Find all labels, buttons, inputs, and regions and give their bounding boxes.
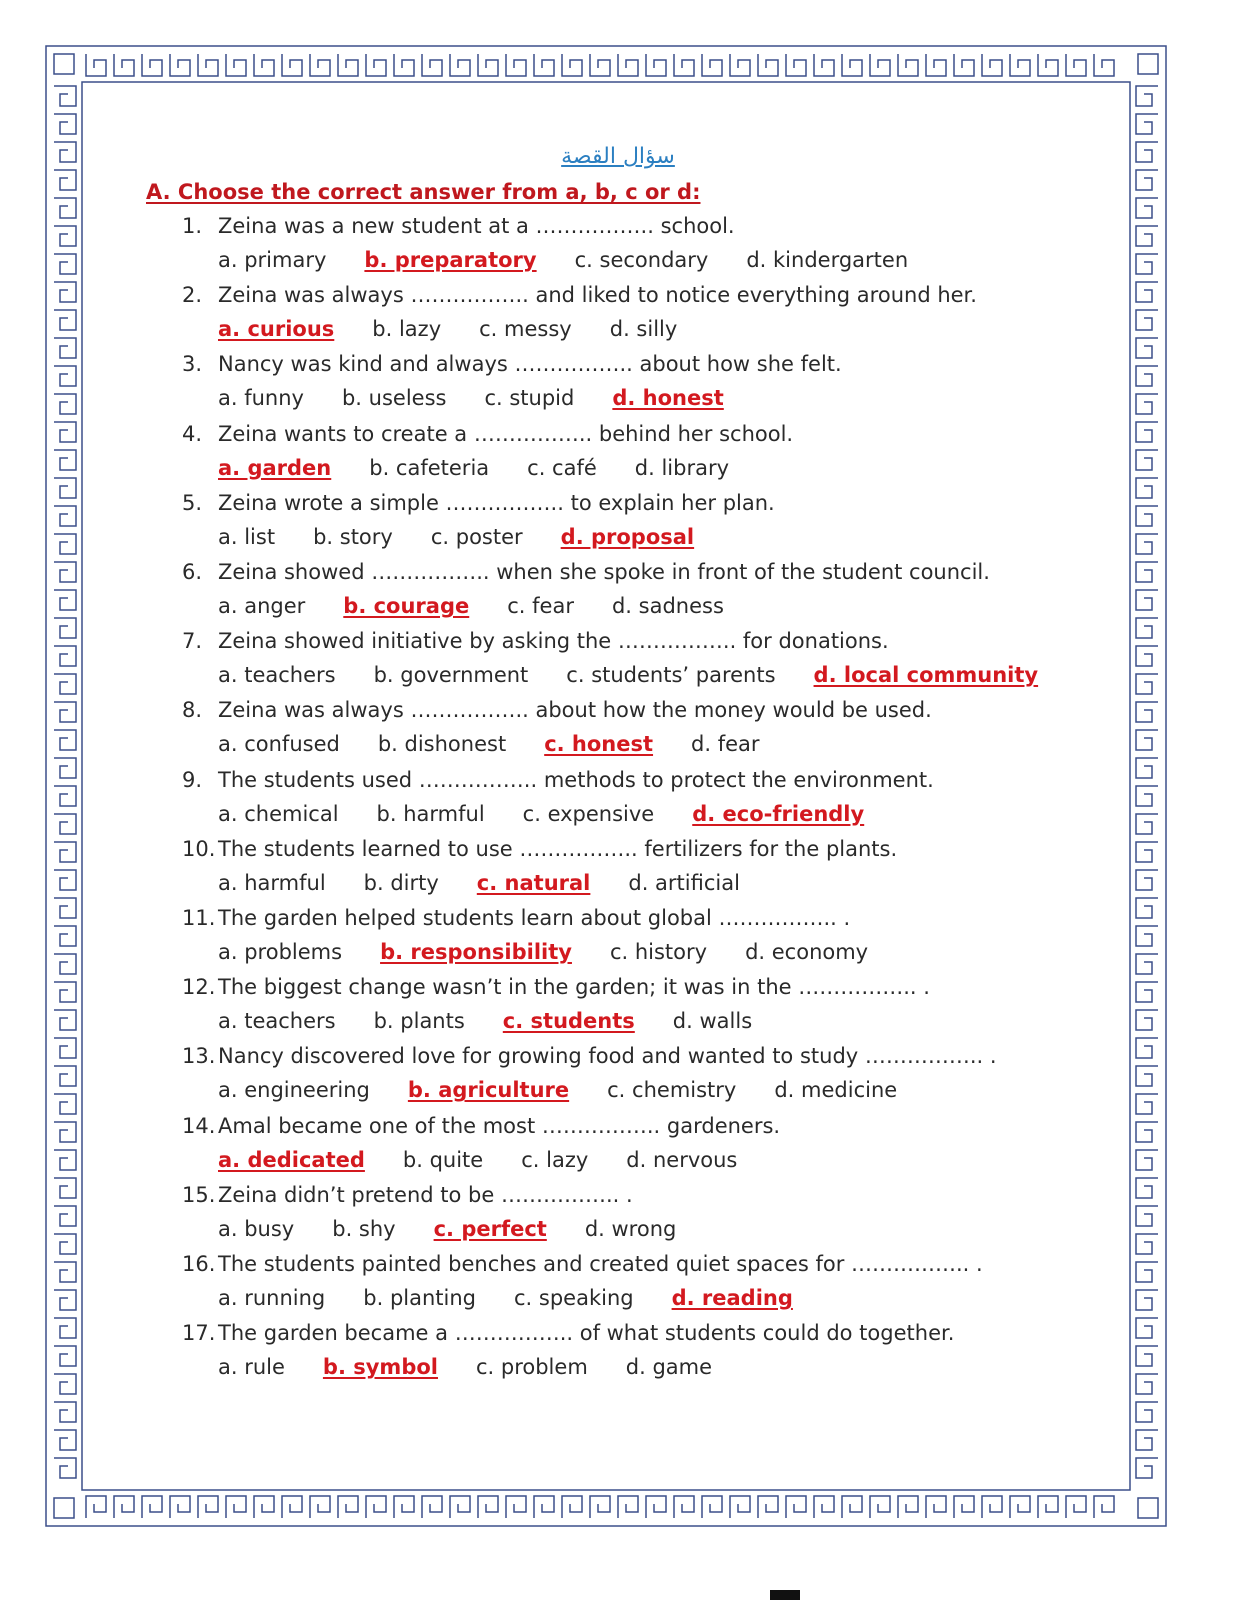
question-stem: The students painted benches and created quiet spaces for …………….. . xyxy=(218,1252,983,1276)
question-number: 4. xyxy=(182,421,203,446)
answer-option: a. engineering xyxy=(218,1078,370,1103)
answer-option: d. nervous xyxy=(626,1147,738,1172)
answer-option: a. confused xyxy=(218,732,340,757)
answer-option: d. game xyxy=(625,1355,713,1380)
answer-option: a. busy xyxy=(218,1216,295,1241)
correct-answer-option: b. courage xyxy=(343,594,470,618)
question-stem: The students used …………….. methods to protect the environment. xyxy=(218,767,934,792)
answer-option: d. library xyxy=(634,455,730,480)
question-number: 17. xyxy=(182,1321,216,1346)
answer-option: d. silly xyxy=(609,317,678,342)
answer-options xyxy=(218,1148,775,1172)
correct-answer-option: c. honest xyxy=(544,732,654,757)
answer-options xyxy=(218,1078,935,1102)
answer-option: b. quite xyxy=(402,1147,484,1172)
answer-options xyxy=(218,940,906,964)
answer-option: c. fear xyxy=(507,594,574,618)
correct-answer-option: d. eco-friendly xyxy=(692,801,865,826)
answer-option: d. artificial xyxy=(628,870,740,895)
question-stem: Zeina was a new student at a …………….. school. xyxy=(218,214,735,238)
answer-option: c. secondary xyxy=(574,248,709,272)
correct-answer-option: a. curious xyxy=(218,317,335,342)
answer-options xyxy=(218,1217,714,1241)
answer-option: c. café xyxy=(527,455,597,480)
answer-options xyxy=(218,1355,750,1379)
question-stem: The garden became a …………….. of what students could do together. xyxy=(218,1321,955,1346)
question-number: 15. xyxy=(182,1182,216,1207)
answer-option: b. dirty xyxy=(363,870,439,895)
question-stem: Zeina didn’t pretend to be …………….. . xyxy=(218,1182,633,1207)
question-number: 6. xyxy=(182,560,203,584)
answer-option: b. useless xyxy=(341,386,447,411)
correct-answer-option: c. natural xyxy=(476,870,591,895)
answer-options xyxy=(218,317,715,341)
answer-option: a. teachers xyxy=(218,663,336,688)
scan-mark xyxy=(770,1590,800,1600)
correct-answer-option: b. preparatory xyxy=(364,248,537,272)
question-stem: Zeina showed …………….. when she spoke in front of the student council. xyxy=(218,560,990,584)
question-number: 11. xyxy=(182,906,216,930)
question-stem: Zeina wants to create a …………….. behind her school. xyxy=(218,421,794,446)
question-number: 3. xyxy=(182,352,203,377)
correct-answer-option: b. symbol xyxy=(322,1355,438,1380)
question-stem: The garden helped students learn about global …………….. . xyxy=(218,906,851,930)
answer-option: c. students’ parents xyxy=(566,663,776,688)
correct-answer-option: a. dedicated xyxy=(218,1147,365,1172)
answer-option: d. economy xyxy=(745,940,869,964)
answer-option: b. shy xyxy=(332,1216,396,1241)
answer-option: d. kindergarten xyxy=(746,248,909,272)
answer-option: d. sadness xyxy=(611,594,724,618)
answer-option: c. history xyxy=(609,940,708,964)
correct-answer-option: c. students xyxy=(502,1009,635,1034)
correct-answer-option: a. garden xyxy=(218,455,332,480)
question-stem: Zeina showed initiative by asking the …………….. for donations. xyxy=(218,629,889,654)
question-number: 2. xyxy=(182,283,203,308)
answer-option: b. lazy xyxy=(372,317,442,342)
answer-option: a. teachers xyxy=(218,1009,336,1034)
question-number: 13. xyxy=(182,1044,216,1069)
question-number: 5. xyxy=(182,490,203,515)
answer-option: a. harmful xyxy=(218,870,326,895)
answer-option: b. harmful xyxy=(376,801,485,826)
question-number: 12. xyxy=(182,975,216,1000)
answer-options xyxy=(218,663,1076,687)
question-stem: Nancy discovered love for growing food and wanted to study …………….. . xyxy=(218,1044,997,1069)
answer-option: d. walls xyxy=(672,1009,753,1034)
answer-option: c. poster xyxy=(430,524,523,549)
correct-answer-option: c. perfect xyxy=(433,1216,547,1241)
answer-option: a. anger xyxy=(218,594,306,618)
answer-options xyxy=(218,732,798,756)
correct-answer-option: b. agriculture xyxy=(407,1078,570,1103)
answer-options xyxy=(218,1286,831,1310)
correct-answer-option: d. reading xyxy=(671,1286,793,1310)
answer-options xyxy=(218,1009,790,1033)
question-number: 14. xyxy=(182,1113,216,1138)
answer-option: b. cafeteria xyxy=(369,455,490,480)
correct-answer-option: b. responsibility xyxy=(380,940,572,964)
answer-option: b. planting xyxy=(363,1286,476,1310)
question-stem: The students learned to use …………….. fertilizers for the plants. xyxy=(218,836,898,861)
question-number: 7. xyxy=(182,629,203,654)
answer-option: a. primary xyxy=(218,248,327,272)
answer-option: a. funny xyxy=(218,386,304,411)
correct-answer-option: d. local community xyxy=(813,663,1039,688)
answer-option: c. messy xyxy=(479,317,572,342)
answer-option: a. list xyxy=(218,524,276,549)
answer-options xyxy=(218,871,778,895)
answer-option: b. government xyxy=(373,663,529,688)
answer-options xyxy=(218,802,902,826)
answer-option: a. rule xyxy=(218,1355,285,1380)
question-number: 1. xyxy=(182,214,203,238)
answer-option: a. problems xyxy=(218,940,343,964)
answer-option: c. stupid xyxy=(484,386,575,411)
question-number: 9. xyxy=(182,767,203,792)
answer-option: c. problem xyxy=(475,1355,588,1380)
answer-options xyxy=(218,386,762,410)
correct-answer-option: d. proposal xyxy=(560,524,695,549)
question-stem: Zeina wrote a simple …………….. to explain her plan. xyxy=(218,490,775,515)
answer-option: b. plants xyxy=(373,1009,465,1034)
answer-option: c. chemistry xyxy=(607,1078,737,1103)
question-stem: Amal became one of the most …………….. gardeners. xyxy=(218,1113,781,1138)
answer-option: d. fear xyxy=(691,732,760,757)
question-number: 10. xyxy=(182,836,216,861)
answer-options xyxy=(218,456,767,480)
question-number: 16. xyxy=(182,1252,216,1276)
question-stem: Nancy was kind and always …………….. about how she felt. xyxy=(218,352,842,377)
answer-options xyxy=(218,525,732,549)
instruction-heading: A. Choose the correct answer from a, b, c or d: xyxy=(146,180,701,204)
answer-option: c. speaking xyxy=(514,1286,634,1310)
answer-options xyxy=(218,594,762,618)
answer-option: b. story xyxy=(313,524,393,549)
answer-option: d. medicine xyxy=(774,1078,898,1103)
arabic-title: سؤال القصة xyxy=(561,144,675,169)
question-number: 8. xyxy=(182,698,203,723)
answer-options xyxy=(218,248,946,272)
answer-option: c. lazy xyxy=(521,1147,589,1172)
question-stem: Zeina was always …………….. and liked to notice everything around her. xyxy=(218,283,977,308)
correct-answer-option: d. honest xyxy=(612,386,724,411)
answer-option: b. dishonest xyxy=(377,732,507,757)
answer-option: a. running xyxy=(218,1286,326,1310)
answer-option: d. wrong xyxy=(584,1216,677,1241)
answer-option: c. expensive xyxy=(522,801,655,826)
question-stem: Zeina was always …………….. about how the money would be used. xyxy=(218,698,932,723)
question-stem: The biggest change wasn’t in the garden; it was in the …………….. . xyxy=(218,975,930,1000)
answer-option: a. chemical xyxy=(218,801,339,826)
